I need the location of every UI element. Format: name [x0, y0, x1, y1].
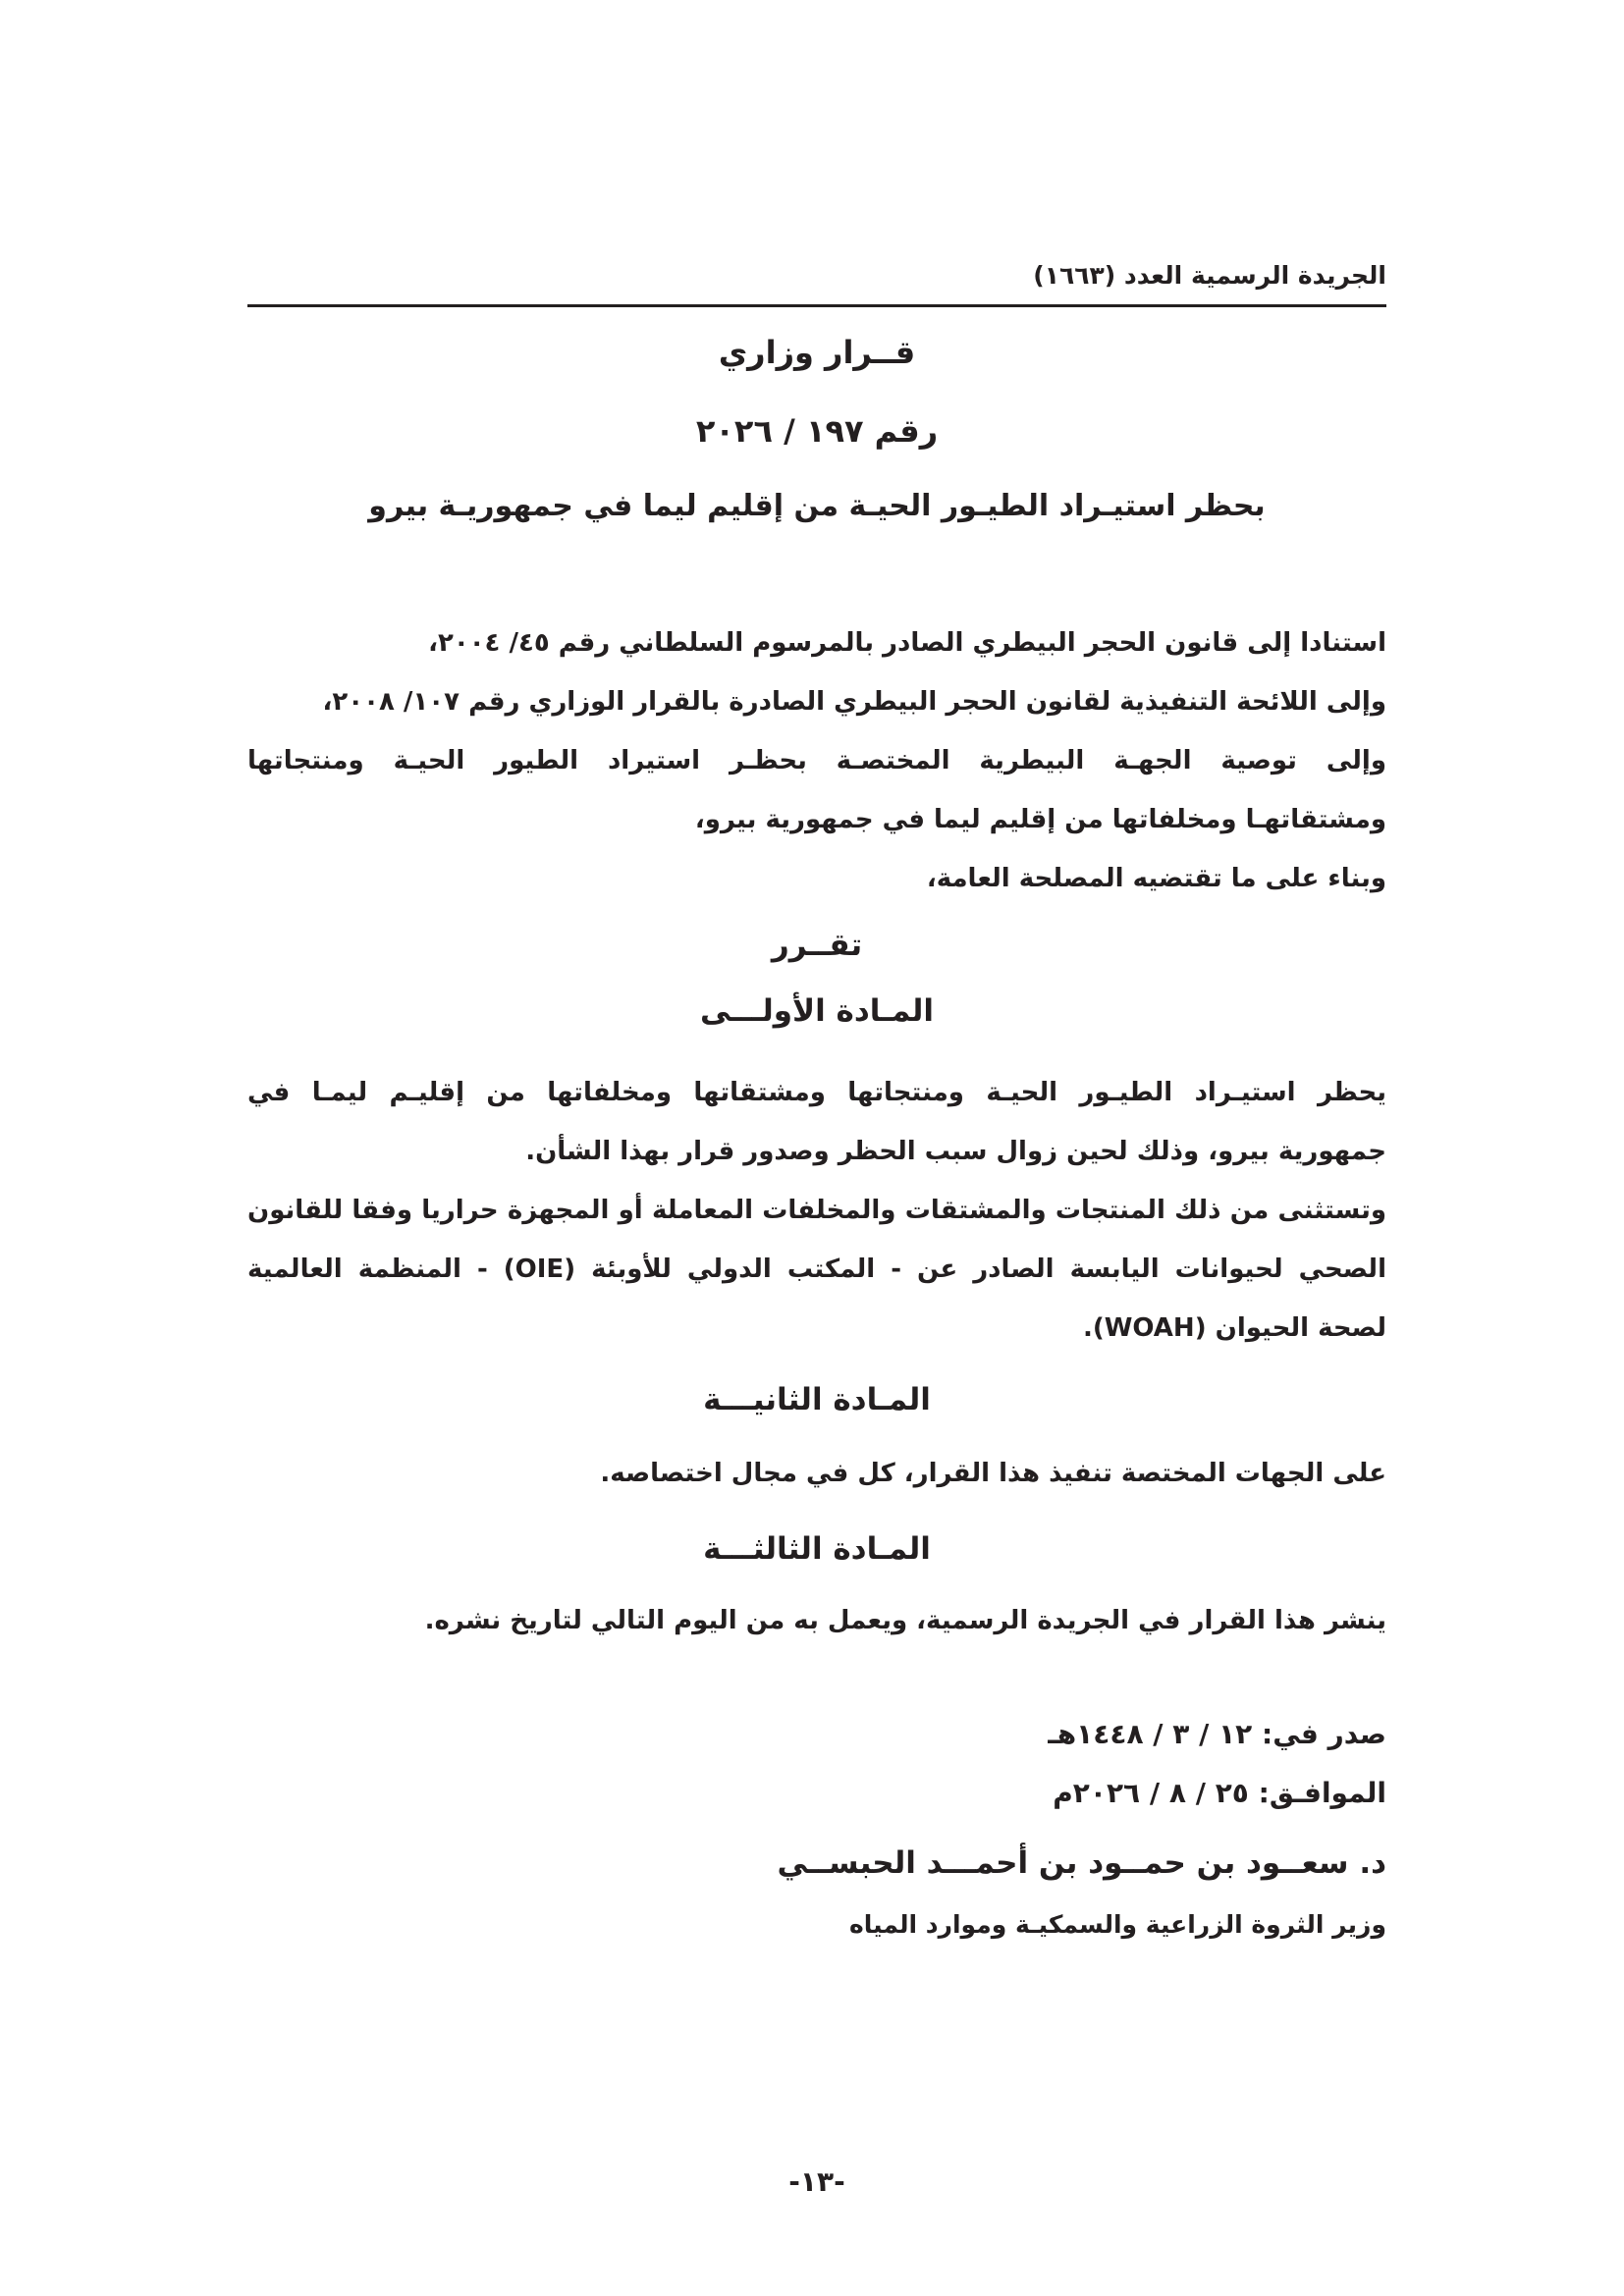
article-1-heading: المـادة الأولـــى [699, 993, 935, 1029]
article-2-text: على الجهات المختصة تنفيذ هذا القرار، كل في مجال اختصاصه. [600, 1459, 1386, 1488]
article-1-line-4: الصحي لحيوانات اليابسة الصادر عن - المكتب الدولي للأوبئة (OIE) - المنظمة العالمية [247, 1255, 1386, 1284]
decides-heading: تقــرر [771, 928, 863, 963]
header-divider [247, 304, 1386, 307]
gregorian-date: الموافـق: ٢٥ / ٨ / ٢٠٢٦م [1053, 1777, 1386, 1809]
document-page [247, 0, 1386, 2296]
preamble-line-4: ومشتقاتهـا ومخلفاتها من إقليم ليما في جمهورية بيرو، [694, 805, 1386, 834]
decision-subject: بحظر استيـراد الطيـور الحيـة من إقليم ليما في جمهوريـة بيرو [368, 489, 1266, 523]
article-3-heading: المـادة الثالثـــة [703, 1531, 931, 1567]
article-1-line-5: لصحة الحيوان (WOAH). [1082, 1313, 1386, 1343]
running-header: الجريدة الرسمية العدد (١٦٦٣) [1033, 261, 1386, 290]
article-1-line-1: يحظر استيـراد الطيـور الحيـة ومنتجاتها ومشتقاتها ومخلفاتها من إقليـم ليمـا في [247, 1078, 1386, 1107]
issue-date: صدر في: ١٢ / ٣ / ١٤٤٨هـ [1048, 1718, 1386, 1750]
preamble-line-5: وبناء على ما تقتضيه المصلحة العامة، [926, 864, 1386, 893]
article-1-line-2: جمهورية بيرو، وذلك لحين زوال سبب الحظر وصدور قرار بهذا الشأن. [525, 1137, 1386, 1166]
article-2-heading: المـادة الثانيـــة [703, 1382, 931, 1417]
decision-number: رقم ١٩٧ / ٢٠٢٦ [695, 412, 939, 450]
article-3-text: ينشر هذا القرار في الجريدة الرسمية، ويعمل به من اليوم التالي لتاريخ نشره. [424, 1606, 1386, 1635]
signatory-name: د. سعــود بن حمــود بن أحمـــد الحبســي [777, 1845, 1386, 1881]
preamble-line-3: وإلى توصية الجهـة البيطرية المختصـة بحظـر استيراد الطيور الحيـة ومنتجاتها [247, 746, 1386, 775]
decision-title: قــرار وزاري [718, 334, 916, 371]
preamble-line-1: استنادا إلى قانون الحجر البيطري الصادر بالمرسوم السلطاني رقم ٤٥/ ٢٠٠٤، [428, 628, 1386, 658]
article-1-line-3: وتستثنى من ذلك المنتجات والمشتقات والمخلفات المعاملة أو المجهزة حراريا وفقا للقانون [247, 1196, 1386, 1225]
preamble-line-2: وإلى اللائحة التنفيذية لقانون الحجر البيطري الصادرة بالقرار الوزاري رقم ١٠٧/ ٢٠٠٨، [322, 687, 1386, 717]
signatory-position: وزير الثروة الزراعية والسمكيـة وموارد المياه [848, 1910, 1386, 1939]
page-number: -١٣- [788, 2165, 845, 2198]
